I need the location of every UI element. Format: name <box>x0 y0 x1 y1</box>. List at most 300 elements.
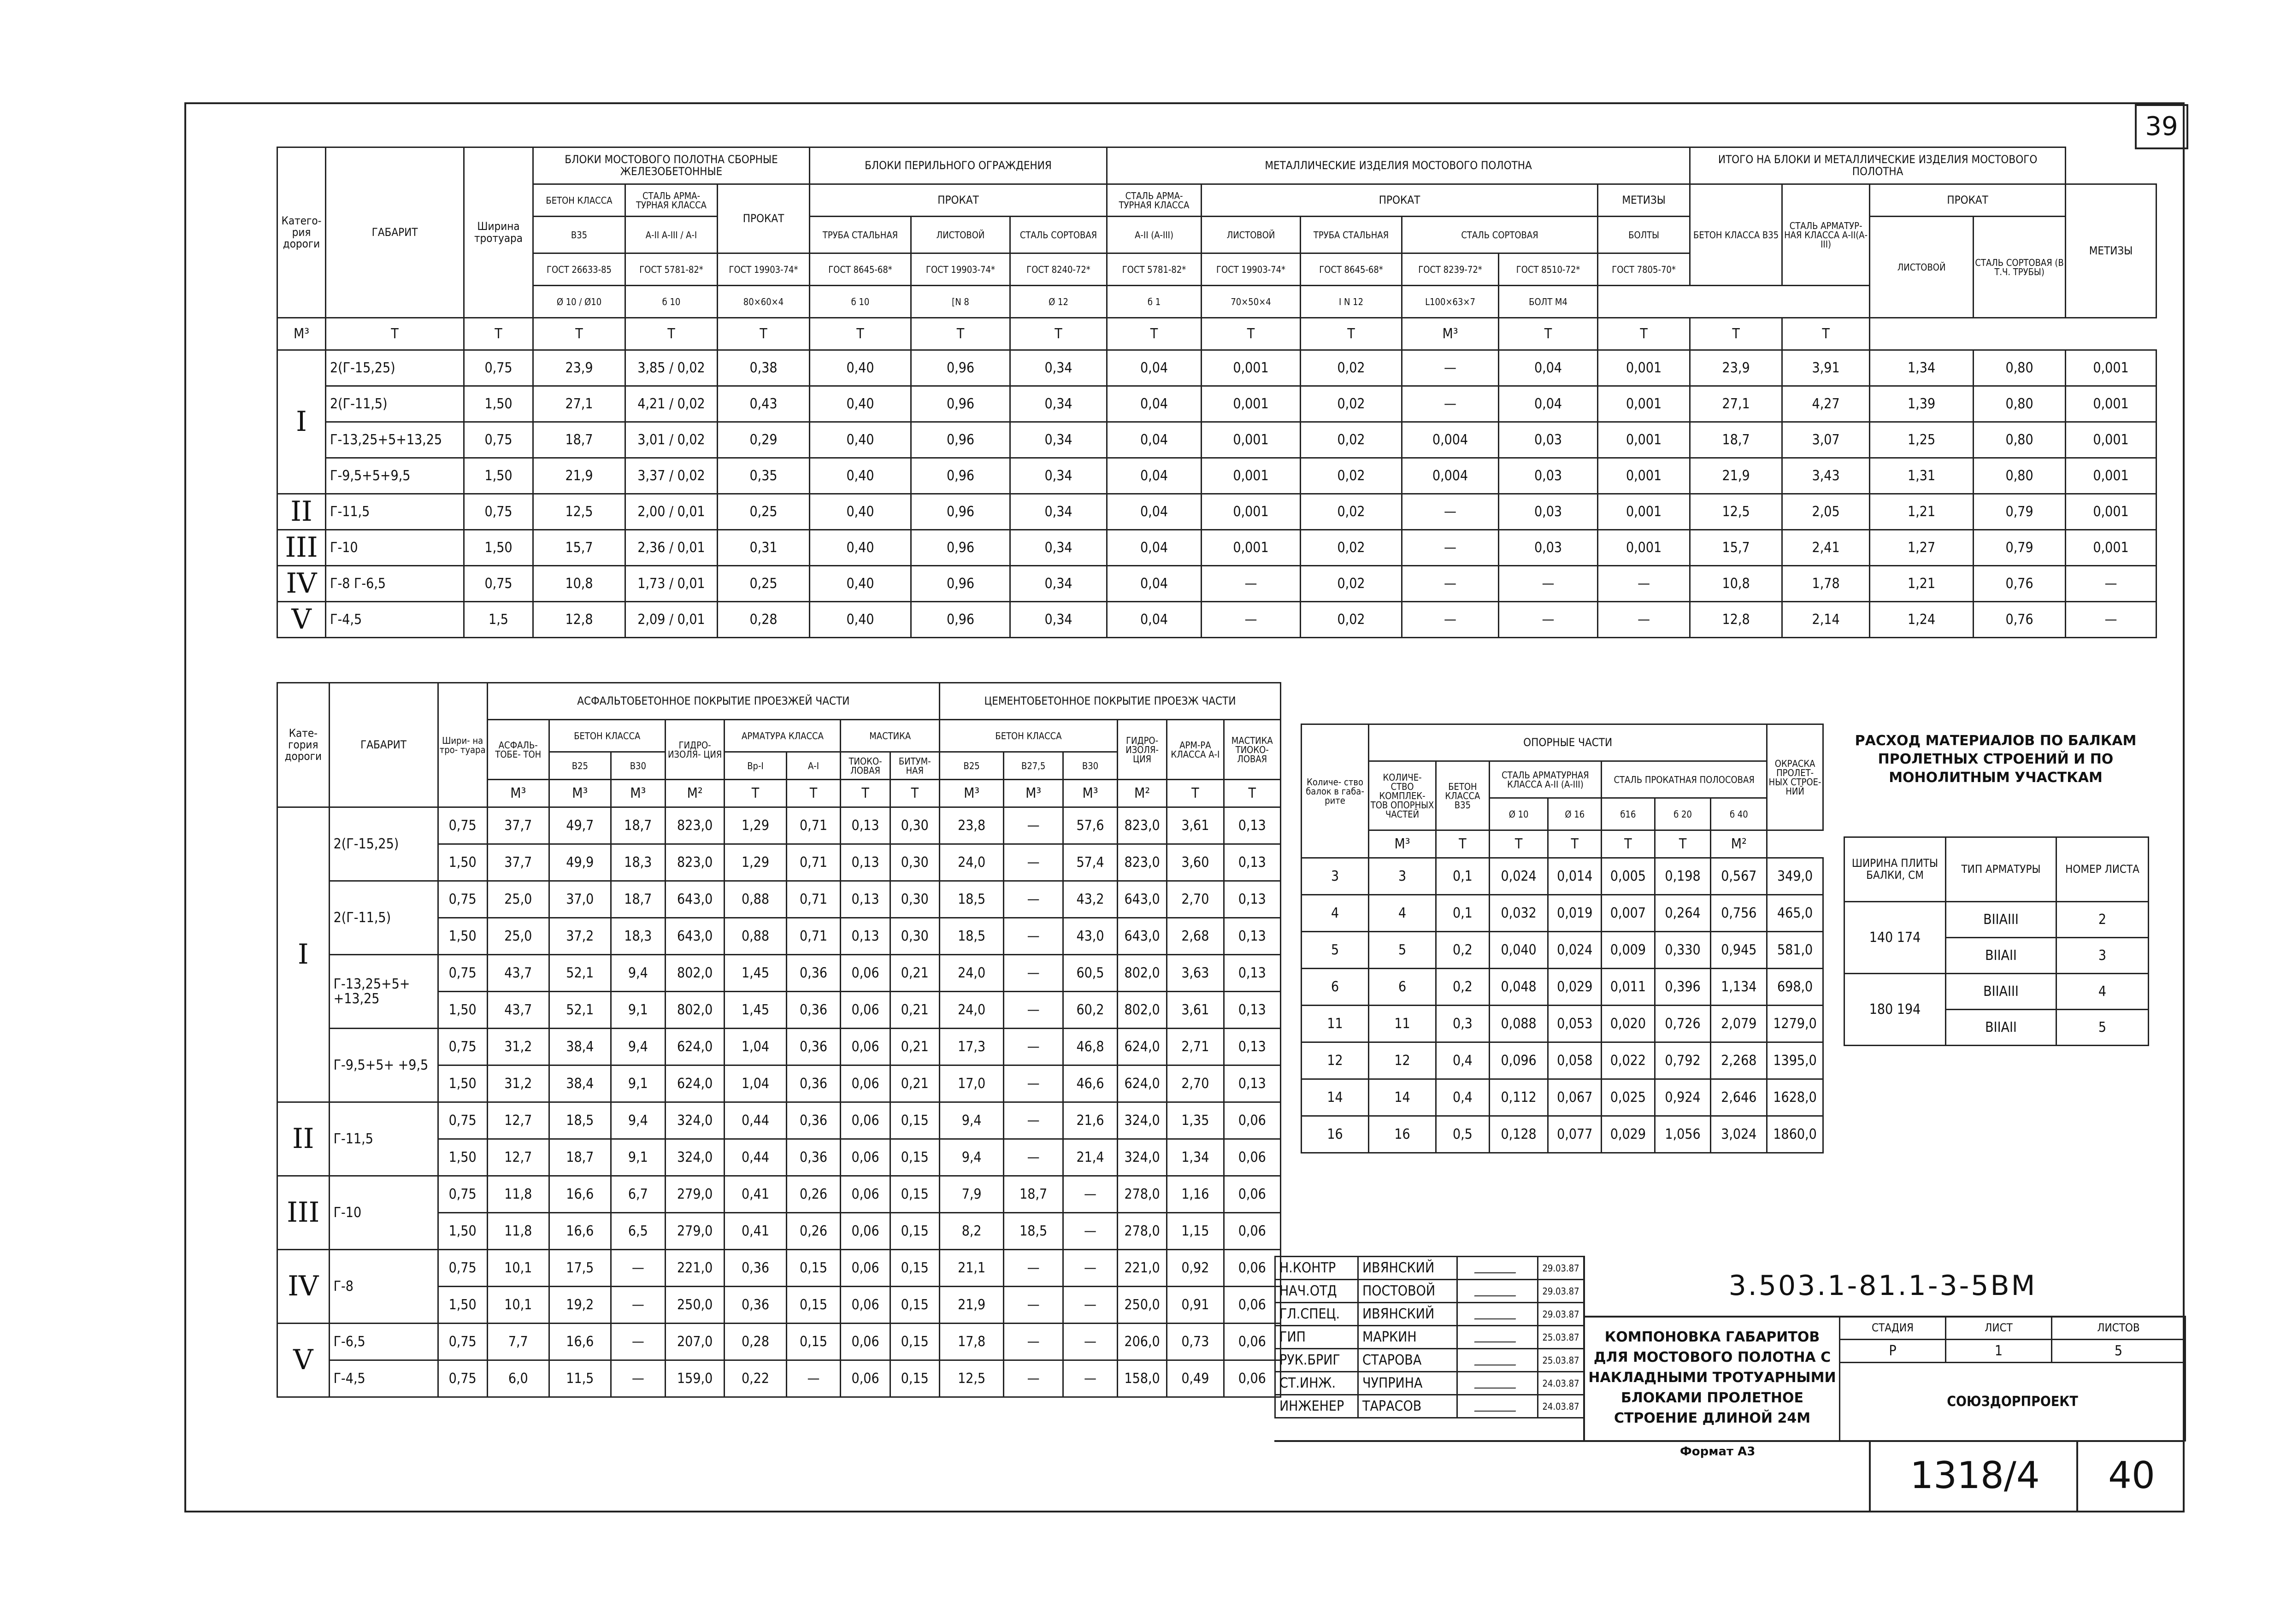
value-cell: 2,09 / 0,01 <box>625 602 718 638</box>
date-cell: 29.03.87 <box>1538 1280 1584 1303</box>
role-cell: ГИП <box>1275 1326 1358 1349</box>
value-cell: 0,40 <box>810 422 911 458</box>
value-cell: 0,4 <box>1436 1079 1490 1116</box>
value-cell: 0,80 <box>1974 386 2066 422</box>
value-cell: 12,8 <box>533 602 625 638</box>
value-cell: 0,06 <box>841 1102 890 1139</box>
value-cell: 6 <box>1302 969 1369 1006</box>
value-cell: 1,16 <box>1167 1176 1224 1213</box>
value-cell: 21,1 <box>939 1250 1003 1287</box>
value-cell: 4 <box>1369 895 1436 932</box>
format-label: Формат А3 <box>1680 1445 1756 1459</box>
value-cell: 0,06 <box>841 1029 890 1065</box>
mid-sub-cell: В30 <box>1063 752 1118 780</box>
value-cell: 0,96 <box>911 458 1010 494</box>
ref-type-cell: ВIIАIII <box>1946 902 2056 938</box>
value-cell: 0,014 <box>1548 858 1602 895</box>
dim-cell: [N 8 <box>911 286 1010 318</box>
value-cell: 0,40 <box>810 386 911 422</box>
width-cell: 0,75 <box>464 350 533 386</box>
bear-rebar: СТАЛЬ АРМАТУРНАЯ КЛАССА А-II (А-III) <box>1489 761 1601 798</box>
gabarit-cell: Г-11,5 <box>329 1102 438 1176</box>
ref-sheet-cell: 2 <box>2056 902 2149 938</box>
bear-col-count: Количе- ство балок в габа- рите <box>1302 724 1369 858</box>
value-cell: 0,30 <box>890 807 939 844</box>
value-cell: — <box>1063 1250 1118 1287</box>
value-cell: 0,1 <box>1436 858 1490 895</box>
value-cell: — <box>1598 602 1690 638</box>
signature-mark <box>1474 1259 1521 1273</box>
signature-row <box>1275 1395 1584 1418</box>
value-cell: 15,7 <box>533 530 625 566</box>
value-cell: 16 <box>1369 1116 1436 1153</box>
value-cell: 0,032 <box>1489 895 1548 932</box>
value-cell: — <box>1004 1360 1063 1397</box>
ref-sheet-cell: 4 <box>2056 974 2149 1010</box>
value-cell: — <box>1004 1029 1063 1065</box>
value-cell: 0,396 <box>1655 969 1711 1006</box>
role-cell: ГЛ.СПЕЦ. <box>1275 1303 1358 1326</box>
bear-unit-cell: Т <box>1436 830 1490 858</box>
ref-width-cell: 180 194 <box>1844 974 1946 1046</box>
bear-unit-cell: Т <box>1489 830 1548 858</box>
gabarit-cell: 2(Г-11,5) <box>329 881 438 955</box>
category-cell: II <box>277 1102 330 1176</box>
title-block <box>1274 1256 2185 1512</box>
date-cell: 29.03.87 <box>1538 1257 1584 1280</box>
name-cell: ЧУПРИНА <box>1358 1372 1457 1395</box>
bear-unit-cell: Т <box>1602 830 1655 858</box>
mid-sub-cell: ТИОКО- ЛОВАЯ <box>841 752 890 780</box>
value-cell: 46,6 <box>1063 1065 1118 1102</box>
value-cell: 18,5 <box>1004 1213 1063 1250</box>
value-cell: 21,9 <box>1690 458 1782 494</box>
value-cell: 0,06 <box>841 955 890 992</box>
value-cell: 0,21 <box>890 1029 939 1065</box>
value-cell: 0,34 <box>1010 566 1107 602</box>
dim-cell: L100×63×7 <box>1402 286 1499 318</box>
ref-width-cell: 140 174 <box>1844 902 1946 974</box>
value-cell: — <box>1004 955 1063 992</box>
drawing-title: КОМПОНОВКА ГАБАРИТОВ ДЛЯ МОСТОВОГО ПОЛОТНА С НАКЛАДНЫМИ ТРОТУАРНЫМИ БЛОКАМИ ПРОЛЕТНОЕ СТРОЕНИЕ ДЛИНОЙ 24М <box>1588 1329 1836 1426</box>
value-cell: 0,567 <box>1711 858 1767 895</box>
value-cell: 10,8 <box>533 566 625 602</box>
value-cell: 0,15 <box>890 1360 939 1397</box>
mid-unit-cell: Т <box>786 780 841 807</box>
value-cell: 0,001 <box>1598 422 1690 458</box>
gabarit-cell: Г-10 <box>329 1176 438 1250</box>
gabarit-cell: Г-8 Г-6,5 <box>326 566 464 602</box>
value-cell: 1,35 <box>1167 1102 1224 1139</box>
value-cell: 0,15 <box>786 1324 841 1360</box>
value-cell: 3,43 <box>1782 458 1870 494</box>
value-cell: 0,49 <box>1167 1360 1224 1397</box>
table-row <box>277 1029 1281 1065</box>
mid-sub-cell: В25 <box>549 752 611 780</box>
value-cell: 802,0 <box>1117 955 1167 992</box>
gabarit-cell: Г-8 <box>329 1250 438 1324</box>
value-cell: 1,134 <box>1711 969 1767 1006</box>
bear-unit-cell: Т <box>1548 830 1602 858</box>
unit-cell: Т <box>1010 318 1107 350</box>
value-cell: 23,9 <box>533 350 625 386</box>
table-row <box>1302 858 1823 895</box>
table-row <box>1302 1116 1823 1153</box>
value-cell: 3,60 <box>1167 844 1224 881</box>
mid-sub-cell: А-I <box>786 752 841 780</box>
value-cell: — <box>1402 350 1499 386</box>
value-cell: 0,40 <box>810 350 911 386</box>
value-cell: 57,6 <box>1063 807 1118 844</box>
h-sheet: ЛИСТОВОЙ <box>911 217 1010 253</box>
value-cell: 60,2 <box>1063 992 1118 1029</box>
value-cell: 16,6 <box>549 1213 611 1250</box>
value-cell: 0,36 <box>786 1029 841 1065</box>
value-cell: 0,21 <box>890 992 939 1029</box>
value-cell: 324,0 <box>1117 1102 1167 1139</box>
value-cell: 0,36 <box>786 1065 841 1102</box>
gabarit-cell: Г-10 <box>326 530 464 566</box>
value-cell: 6,5 <box>611 1213 665 1250</box>
value-cell: 21,9 <box>939 1287 1003 1324</box>
value-cell: 0,26 <box>786 1176 841 1213</box>
value-cell: 6,0 <box>487 1360 549 1397</box>
dim-cell: 80×60×4 <box>718 286 810 318</box>
gost-cell: ГОСТ 19903-74* <box>718 253 810 286</box>
gost-cell: ГОСТ 19903-74* <box>1202 253 1301 286</box>
value-cell: 38,4 <box>549 1029 611 1065</box>
mid-group-asphalt: АСФАЛЬТОБЕТОННОЕ ПОКРЫТИЕ ПРОЕЗЖЕЙ ЧАСТИ <box>487 683 939 720</box>
value-cell: 0,36 <box>786 1102 841 1139</box>
signature-row <box>1275 1280 1584 1303</box>
value-cell: 2,268 <box>1711 1042 1767 1079</box>
value-cell: 0,024 <box>1489 858 1548 895</box>
value-cell: 0,06 <box>841 1139 890 1176</box>
value-cell: 0,15 <box>890 1176 939 1213</box>
value-cell: 25,0 <box>487 918 549 955</box>
dim-cell: 70×50×4 <box>1202 286 1301 318</box>
category-cell: III <box>277 530 326 566</box>
value-cell: 0,36 <box>725 1287 786 1324</box>
value-cell: 279,0 <box>665 1213 725 1250</box>
value-cell: 2,36 / 0,01 <box>625 530 718 566</box>
table-row <box>277 1176 1281 1213</box>
ref-h-width: ШИРИНА ПЛИТЫ БАЛКИ, СМ <box>1844 837 1946 902</box>
h-total-sheet: ЛИСТОВОЙ <box>1870 217 1974 318</box>
value-cell: 2,68 <box>1167 918 1224 955</box>
value-cell: 24,0 <box>939 955 1003 992</box>
unit-cell: Т <box>1301 318 1402 350</box>
value-cell: 0,34 <box>1010 458 1107 494</box>
value-cell: 823,0 <box>1117 807 1167 844</box>
gost-cell: ГОСТ 5781-82* <box>1107 253 1202 286</box>
value-cell: 0,001 <box>2066 458 2156 494</box>
width-cell: 1,50 <box>438 918 487 955</box>
value-cell: 0,40 <box>810 530 911 566</box>
value-cell: 9,1 <box>611 1065 665 1102</box>
value-cell: 802,0 <box>665 992 725 1029</box>
width-cell: 1,50 <box>438 1287 487 1324</box>
category-cell: III <box>277 1176 330 1250</box>
value-cell: 0,04 <box>1499 350 1598 386</box>
value-cell: 0,029 <box>1602 1116 1655 1153</box>
value-cell: 0,15 <box>786 1250 841 1287</box>
signature <box>1457 1280 1538 1303</box>
value-cell: 624,0 <box>1117 1029 1167 1065</box>
value-cell: 0,31 <box>718 530 810 566</box>
value-cell: 0,001 <box>2066 386 2156 422</box>
value-cell: 0,25 <box>718 566 810 602</box>
gabarit-cell: Г-13,25+5+13,25 <box>326 422 464 458</box>
value-cell: 3 <box>1369 858 1436 895</box>
width-cell: 0,75 <box>438 1176 487 1213</box>
mid-sub-cell: Вр-I <box>725 752 786 780</box>
col-category: Катего- рия дороги <box>277 147 326 318</box>
value-cell: — <box>611 1360 665 1397</box>
value-cell: 0,96 <box>911 494 1010 530</box>
value-cell: 0,02 <box>1301 422 1402 458</box>
value-cell: 0,264 <box>1655 895 1711 932</box>
value-cell: 0,34 <box>1010 422 1107 458</box>
value-cell: 0,06 <box>841 1324 890 1360</box>
value-cell: 0,06 <box>841 1176 890 1213</box>
value-cell: 0,79 <box>1974 530 2066 566</box>
bear-group: ОПОРНЫЕ ЧАСТИ <box>1369 724 1767 761</box>
value-cell: 1,04 <box>725 1065 786 1102</box>
value-cell: 0,15 <box>890 1287 939 1324</box>
value-cell: 0,34 <box>1010 530 1107 566</box>
date-cell: 29.03.87 <box>1538 1303 1584 1326</box>
category-cell: I <box>277 350 326 494</box>
value-cell: 0,06 <box>1224 1176 1280 1213</box>
value-cell: 12 <box>1302 1042 1369 1079</box>
table-row <box>277 422 2156 458</box>
value-cell: 10,1 <box>487 1287 549 1324</box>
value-cell: 43,2 <box>1063 881 1118 918</box>
dim-cell: Ø 10 / Ø10 <box>533 286 625 318</box>
value-cell: 0,34 <box>1010 494 1107 530</box>
value-cell: 0,13 <box>1224 1065 1280 1102</box>
width-cell: 1,50 <box>438 1213 487 1250</box>
signature <box>1457 1349 1538 1372</box>
width-cell: 1,50 <box>438 844 487 881</box>
group-blocks: БЛОКИ МОСТОВОГО ПОЛОТНА СБОРНЫЕ ЖЕЛЕЗОБЕТОННЫЕ <box>533 147 810 184</box>
signature <box>1457 1303 1538 1326</box>
gabarit-cell: Г-6,5 <box>329 1324 438 1360</box>
drawing-code: 3.503.1-81.1-3-5ВМ <box>1728 1270 2037 1302</box>
value-cell: 0,03 <box>1499 458 1598 494</box>
value-cell: 0,13 <box>841 844 890 881</box>
name-cell: ТАРАСОВ <box>1358 1395 1457 1418</box>
value-cell: 11,5 <box>549 1360 611 1397</box>
signature-mark <box>1474 1352 1521 1365</box>
value-cell: 0,029 <box>1548 969 1602 1006</box>
h-sheet-2: ЛИСТОВОЙ <box>1202 217 1301 253</box>
value-cell: 24,0 <box>939 992 1003 1029</box>
value-cell: 0,02 <box>1301 386 1402 422</box>
value-cell: 279,0 <box>665 1176 725 1213</box>
value-cell: 0,02 <box>1301 602 1402 638</box>
category-cell: V <box>277 1324 330 1397</box>
value-cell: — <box>1402 386 1499 422</box>
signatures-table <box>1274 1256 1585 1418</box>
gost-cell: ГОСТ 5781-82* <box>625 253 718 286</box>
value-cell: 2,05 <box>1782 494 1870 530</box>
width-cell: 1,50 <box>464 458 533 494</box>
width-cell: 0,75 <box>438 1029 487 1065</box>
value-cell: 0,011 <box>1602 969 1655 1006</box>
value-cell: 0,058 <box>1548 1042 1602 1079</box>
value-cell: 16,6 <box>549 1176 611 1213</box>
value-cell: 0,06 <box>1224 1324 1280 1360</box>
value-cell: 0,096 <box>1489 1042 1548 1079</box>
value-cell: 581,0 <box>1767 932 1823 969</box>
role-cell: РУК.БРИГ <box>1275 1349 1358 1372</box>
unit-cell: М³ <box>1402 318 1499 350</box>
signature-row <box>1275 1303 1584 1326</box>
value-cell: 0,945 <box>1711 932 1767 969</box>
value-cell: 0,001 <box>1598 458 1690 494</box>
value-cell: 9,4 <box>611 1029 665 1065</box>
value-cell: 1,31 <box>1870 458 1974 494</box>
value-cell: 0,067 <box>1548 1079 1602 1116</box>
gabarit-cell: Г-9,5+5+9,5 <box>326 458 464 494</box>
role-cell: ИНЖЕНЕР <box>1275 1395 1358 1418</box>
gabarit-cell: Г-4,5 <box>326 602 464 638</box>
bear-sets: КОЛИЧЕ- СТВО КОМПЛЕК- ТОВ ОПОРНЫХ ЧАСТЕЙ <box>1369 761 1436 830</box>
value-cell: 2,079 <box>1711 1006 1767 1042</box>
width-cell: 0,75 <box>438 1250 487 1287</box>
value-cell: 9,4 <box>611 955 665 992</box>
table-row <box>1302 932 1823 969</box>
width-cell: 0,75 <box>438 807 487 844</box>
value-cell: 0,96 <box>911 386 1010 422</box>
value-cell: — <box>1004 1102 1063 1139</box>
mid-rebar: АРМАТУРА КЛАССА <box>725 720 841 752</box>
date-cell: 25.03.87 <box>1538 1349 1584 1372</box>
value-cell: 10,1 <box>487 1250 549 1287</box>
value-cell: 10,8 <box>1690 566 1782 602</box>
value-cell: 0,30 <box>890 881 939 918</box>
width-cell: 1,50 <box>438 1139 487 1176</box>
page-number-top: 39 <box>2135 104 2188 149</box>
value-cell: 0,06 <box>1224 1139 1280 1176</box>
bearings-table <box>1301 724 1824 1153</box>
bear-sub-cell: б 20 <box>1655 798 1711 830</box>
unit-cell: Т <box>810 318 911 350</box>
value-cell: — <box>1402 494 1499 530</box>
value-cell: 0,25 <box>718 494 810 530</box>
value-cell: 19,2 <box>549 1287 611 1324</box>
unit-cell: Т <box>464 318 533 350</box>
unit-cell: Т <box>1107 318 1202 350</box>
dim-cell: БОЛТ М4 <box>1499 286 1598 318</box>
category-cell: II <box>277 494 326 530</box>
value-cell: 0,088 <box>1489 1006 1548 1042</box>
value-cell: — <box>786 1360 841 1397</box>
value-cell: 57,4 <box>1063 844 1118 881</box>
value-cell: 0,5 <box>1436 1116 1490 1153</box>
value-cell: 0,02 <box>1301 350 1402 386</box>
value-cell: 0,001 <box>1202 350 1301 386</box>
value-cell: 0,924 <box>1655 1079 1711 1116</box>
mid-concrete-2: БЕТОН КЛАССА <box>939 720 1117 752</box>
unit-cell: Т <box>1499 318 1598 350</box>
table-row <box>1302 1079 1823 1116</box>
value-cell: 5 <box>1302 932 1369 969</box>
value-cell: 0,001 <box>1598 530 1690 566</box>
category-cell: IV <box>277 1250 330 1324</box>
sub-rolled-2: ПРОКАТ <box>810 184 1107 217</box>
value-cell: 0,28 <box>718 602 810 638</box>
dim-cell: б 10 <box>810 286 911 318</box>
sub-rebar: СТАЛЬ АРМА- ТУРНАЯ КЛАССА <box>625 184 718 217</box>
value-cell: — <box>1063 1287 1118 1324</box>
value-cell: — <box>1004 881 1063 918</box>
value-cell: 60,5 <box>1063 955 1118 992</box>
table-row <box>277 1360 1281 1397</box>
value-cell: — <box>611 1287 665 1324</box>
value-cell: 23,8 <box>939 807 1003 844</box>
mid-unit-cell: Т <box>841 780 890 807</box>
value-cell: 349,0 <box>1767 858 1823 895</box>
value-cell: 624,0 <box>1117 1065 1167 1102</box>
value-cell: — <box>611 1324 665 1360</box>
value-cell: 0,06 <box>841 1287 890 1324</box>
width-cell: 1,5 <box>464 602 533 638</box>
value-cell: 0,3 <box>1436 1006 1490 1042</box>
value-cell: 4,27 <box>1782 386 1870 422</box>
value-cell: 0,756 <box>1711 895 1767 932</box>
value-cell: 0,13 <box>841 918 890 955</box>
value-cell: 1,39 <box>1870 386 1974 422</box>
table-row <box>277 530 2156 566</box>
value-cell: 159,0 <box>665 1360 725 1397</box>
role-cell: СТ.ИНЖ. <box>1275 1372 1358 1395</box>
value-cell: 12,5 <box>1690 494 1782 530</box>
value-cell: 0,40 <box>810 458 911 494</box>
value-cell: 2,70 <box>1167 1065 1224 1102</box>
sub-total-hardware: МЕТИЗЫ <box>2066 184 2156 318</box>
value-cell: 9,4 <box>939 1139 1003 1176</box>
value-cell: 16 <box>1302 1116 1369 1153</box>
name-cell: СТАРОВА <box>1358 1349 1457 1372</box>
value-cell: 0,03 <box>1499 422 1598 458</box>
gost-cell: ГОСТ 8645-68* <box>810 253 911 286</box>
value-cell: 49,9 <box>549 844 611 881</box>
value-cell: 0,06 <box>841 992 890 1029</box>
value-cell: 21,4 <box>1063 1139 1118 1176</box>
value-cell: 324,0 <box>665 1102 725 1139</box>
value-cell: 9,4 <box>939 1102 1003 1139</box>
value-cell: 1,15 <box>1167 1213 1224 1250</box>
dim-cell: б 1 <box>1107 286 1202 318</box>
gabarit-cell: Г-4,5 <box>329 1360 438 1397</box>
value-cell: 823,0 <box>1117 844 1167 881</box>
value-cell: 802,0 <box>665 955 725 992</box>
value-cell: 0,13 <box>1224 992 1280 1029</box>
value-cell: 0,001 <box>2066 494 2156 530</box>
value-cell: 1395,0 <box>1767 1042 1823 1079</box>
table-row <box>277 602 2156 638</box>
width-cell: 1,50 <box>464 530 533 566</box>
value-cell: 18,7 <box>1690 422 1782 458</box>
value-cell: 0,048 <box>1489 969 1548 1006</box>
mid-sub-cell: БИТУМ- НАЯ <box>890 752 939 780</box>
gost-cell: ГОСТ 8645-68* <box>1301 253 1402 286</box>
value-cell: 4,21 / 0,02 <box>625 386 718 422</box>
gost-cell: ГОСТ 7805-70* <box>1598 253 1690 286</box>
